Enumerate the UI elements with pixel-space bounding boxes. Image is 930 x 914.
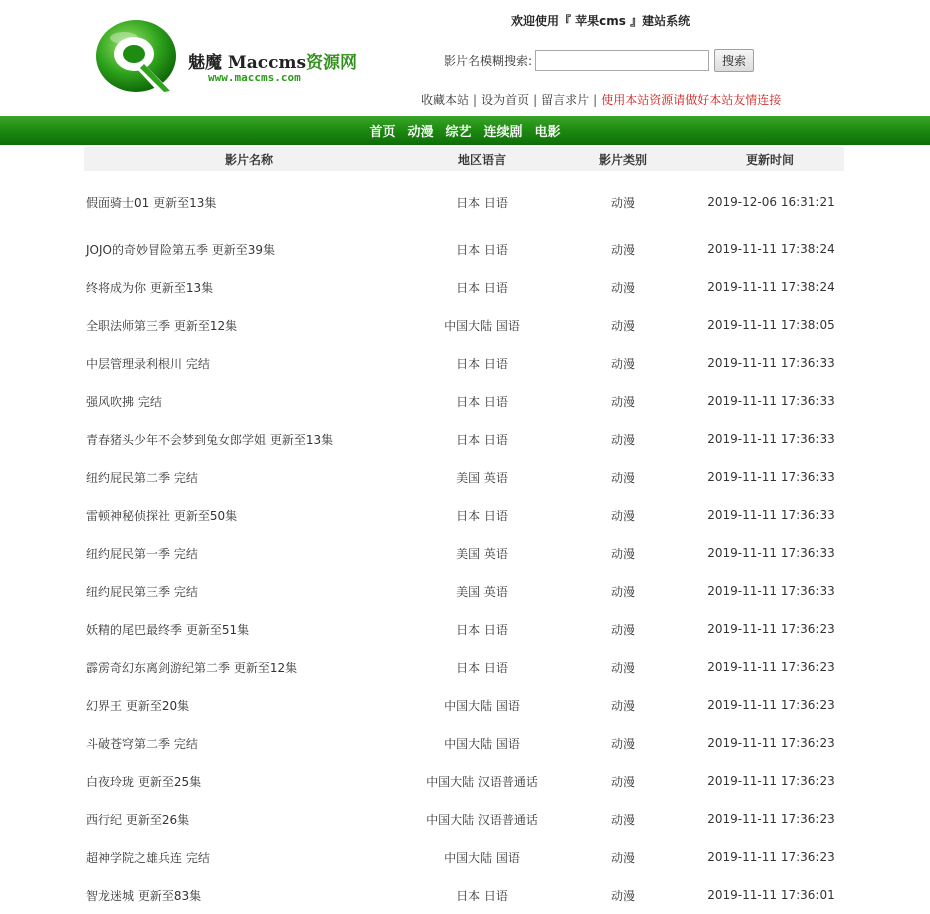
table-row[interactable] [84, 306, 844, 344]
region-language: 中国大陆 汉语普通话 [426, 774, 538, 789]
video-title-link[interactable]: 超神学院之雄兵连 完结 [86, 850, 210, 865]
video-category[interactable]: 动漫 [610, 242, 635, 257]
video-title-link[interactable]: 西行纪 更新至26集 [86, 812, 190, 827]
region-language: 中国大陆 国语 [444, 850, 520, 865]
table-row[interactable] [84, 648, 844, 686]
video-title-link[interactable]: 青春猪头少年不会梦到兔女郎学姐 更新至13集 [86, 432, 334, 447]
search-form [444, 49, 754, 72]
update-time: 2019-11-11 17:36:01 [707, 888, 835, 902]
update-time: 2019-11-11 17:36:33 [707, 432, 835, 446]
divider: | [533, 93, 538, 107]
logo-q-icon [96, 14, 180, 98]
video-category[interactable]: 动漫 [610, 318, 635, 333]
table-row[interactable] [84, 610, 844, 648]
update-time: 2019-11-11 17:36:23 [707, 736, 835, 750]
friend-link-notice[interactable]: 使用本站资源请做好本站友情连接 [601, 93, 782, 107]
region-language: 中国大陆 国语 [444, 318, 520, 333]
search-input[interactable] [535, 50, 709, 71]
region-language: 日本 日语 [456, 242, 508, 257]
region-language: 日本 日语 [456, 660, 508, 675]
update-time: 2019-11-11 17:36:33 [707, 470, 835, 484]
search-label: 影片名模糊搜索: [444, 54, 533, 68]
video-title-link[interactable]: 纽约屁民第三季 完结 [86, 584, 198, 599]
site-logo[interactable] [96, 8, 356, 104]
update-time: 2019-11-11 17:38:05 [707, 318, 835, 332]
video-title-link[interactable]: 霹雳奇幻东离剑游纪第二季 更新至12集 [86, 660, 298, 675]
table-row[interactable] [84, 382, 844, 420]
welcome-text: 欢迎使用『 苹果cms 』建站系统 [511, 14, 691, 28]
table-row[interactable] [84, 458, 844, 496]
table-row[interactable] [84, 268, 844, 306]
region-language: 日本 日语 [456, 508, 508, 523]
video-category[interactable]: 动漫 [610, 660, 635, 675]
nav-anime[interactable]: 动漫 [407, 125, 434, 140]
table-header-row [84, 147, 844, 171]
nav-series[interactable]: 连续剧 [483, 125, 523, 140]
video-category[interactable]: 动漫 [610, 622, 635, 637]
update-time: 2019-11-11 17:36:33 [707, 546, 835, 560]
video-category[interactable]: 动漫 [610, 356, 635, 371]
bookmark-link[interactable]: 收藏本站 [421, 93, 470, 107]
video-title-link[interactable]: JOJO的奇妙冒险第五季 更新至39集 [86, 242, 276, 257]
video-category[interactable]: 动漫 [610, 508, 635, 523]
col-header-time: 更新时间 [696, 147, 844, 171]
divider: | [593, 93, 598, 107]
video-category[interactable]: 动漫 [610, 888, 635, 903]
video-category[interactable]: 动漫 [610, 470, 635, 485]
update-time: 2019-11-11 17:36:23 [707, 660, 835, 674]
table-row[interactable] [84, 724, 844, 762]
update-time: 2019-12-06 16:31:21 [707, 195, 835, 209]
update-time: 2019-11-11 17:36:23 [707, 812, 835, 826]
video-category[interactable]: 动漫 [610, 850, 635, 865]
video-title-link[interactable]: 白夜玲珑 更新至25集 [86, 774, 202, 789]
video-category[interactable]: 动漫 [610, 432, 635, 447]
col-header-region: 地区语言 [414, 147, 550, 171]
region-language: 日本 日语 [456, 622, 508, 637]
table-row[interactable] [84, 420, 844, 458]
video-category[interactable]: 动漫 [610, 774, 635, 789]
divider: | [473, 93, 478, 107]
set-homepage-link[interactable]: 设为首页 [481, 93, 530, 107]
video-title-link[interactable]: 纽约屁民第二季 完结 [86, 470, 198, 485]
nav-movie[interactable]: 电影 [534, 125, 561, 140]
video-category[interactable]: 动漫 [610, 584, 635, 599]
table-row[interactable] [84, 762, 844, 800]
video-category[interactable]: 动漫 [610, 546, 635, 561]
table-row[interactable] [84, 344, 844, 382]
video-title-link[interactable]: 妖精的尾巴最终季 更新至51集 [86, 622, 250, 637]
table-row[interactable] [84, 171, 844, 230]
region-language: 中国大陆 汉语普通话 [426, 812, 538, 827]
main-nav [0, 116, 930, 145]
table-row[interactable] [84, 876, 844, 914]
logo-url: www.maccms.com [208, 71, 301, 84]
video-list-table [84, 147, 844, 914]
region-language: 日本 日语 [456, 195, 508, 210]
video-title-link[interactable]: 中层管理录利根川 完结 [86, 356, 210, 371]
video-title-link[interactable]: 终将成为你 更新至13集 [86, 280, 214, 295]
search-button[interactable]: 搜索 [714, 49, 754, 72]
logo-title: 魅魔 Maccms资源网 [188, 53, 358, 73]
table-row[interactable] [84, 686, 844, 724]
table-row[interactable] [84, 800, 844, 838]
video-title-link[interactable]: 全职法师第三季 更新至12集 [86, 318, 238, 333]
table-row[interactable] [84, 496, 844, 534]
nav-variety[interactable]: 综艺 [445, 125, 472, 140]
region-language: 美国 英语 [456, 584, 508, 599]
video-category[interactable]: 动漫 [610, 280, 635, 295]
col-header-name: 影片名称 [84, 147, 414, 171]
region-language: 美国 英语 [456, 470, 508, 485]
table-row[interactable] [84, 838, 844, 876]
update-time: 2019-11-11 17:38:24 [707, 242, 835, 256]
video-category[interactable]: 动漫 [610, 195, 635, 210]
video-title-link[interactable]: 假面骑士01 更新至13集 [86, 195, 217, 210]
region-language: 日本 日语 [456, 888, 508, 903]
nav-home[interactable]: 首页 [369, 125, 396, 140]
region-language: 日本 日语 [456, 394, 508, 409]
update-time: 2019-11-11 17:36:33 [707, 394, 835, 408]
request-link[interactable]: 留言求片 [541, 93, 590, 107]
video-category[interactable]: 动漫 [610, 394, 635, 409]
video-title-link[interactable]: 纽约屁民第一季 完结 [86, 546, 198, 561]
update-time: 2019-11-11 17:36:33 [707, 508, 835, 522]
table-row[interactable] [84, 572, 844, 610]
col-header-type: 影片类别 [550, 147, 696, 171]
update-time: 2019-11-11 17:36:33 [707, 584, 835, 598]
update-time: 2019-11-11 17:38:24 [707, 280, 835, 294]
table-body [84, 171, 844, 914]
update-time: 2019-11-11 17:36:33 [707, 356, 835, 370]
region-language: 日本 日语 [456, 356, 508, 371]
video-category[interactable]: 动漫 [610, 812, 635, 827]
region-language: 日本 日语 [456, 280, 508, 295]
update-time: 2019-11-11 17:36:23 [707, 622, 835, 636]
update-time: 2019-11-11 17:36:23 [707, 850, 835, 864]
region-language: 中国大陆 国语 [444, 698, 520, 713]
table-row[interactable] [84, 534, 844, 572]
region-language: 中国大陆 国语 [444, 736, 520, 751]
region-language: 美国 英语 [456, 546, 508, 561]
video-title-link[interactable]: 斗破苍穹第二季 完结 [86, 736, 198, 751]
video-title-link[interactable]: 智龙迷城 更新至83集 [86, 888, 202, 903]
video-title-link[interactable]: 幻界王 更新至20集 [86, 698, 190, 713]
update-time: 2019-11-11 17:36:23 [707, 698, 835, 712]
video-category[interactable]: 动漫 [610, 736, 635, 751]
table-row[interactable] [84, 230, 844, 268]
top-links [421, 91, 781, 108]
video-title-link[interactable]: 强风吹拂 完结 [86, 394, 162, 409]
region-language: 日本 日语 [456, 432, 508, 447]
update-time: 2019-11-11 17:36:23 [707, 774, 835, 788]
video-title-link[interactable]: 雷顿神秘侦探社 更新至50集 [86, 508, 238, 523]
video-category[interactable]: 动漫 [610, 698, 635, 713]
